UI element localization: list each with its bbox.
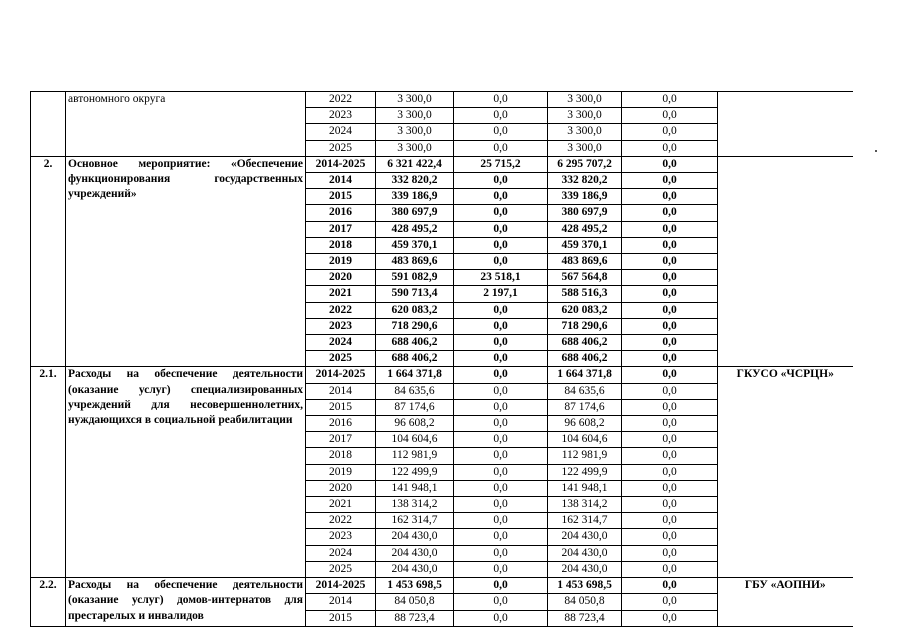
regional-cell: 112 981,9 [548,448,622,464]
other-cell: 0,0 [622,318,718,334]
regional-cell: 459 370,1 [548,237,622,253]
year-cell: 2017 [306,221,376,237]
executor-cell [718,156,853,367]
regional-cell: 428 495,2 [548,221,622,237]
federal-cell: 0,0 [454,480,548,496]
other-cell: 0,0 [622,432,718,448]
total-cell: 88 723,4 [376,610,454,626]
total-cell: 1 664 371,8 [376,367,454,383]
item-description: автономного округа [66,92,306,157]
item-description: Расходы на обеспечение деятельности (оказание услуг) специализированных учреждений для несовершеннолетних, нуждающихся в социальной реабилитации [66,367,306,578]
regional-cell: 1 664 371,8 [548,367,622,383]
total-cell: 339 186,9 [376,189,454,205]
regional-cell: 3 300,0 [548,92,622,108]
other-cell: 0,0 [622,286,718,302]
executor-cell [718,92,853,157]
executor-cell: ГКУСО «ЧСРЦН» [718,367,853,578]
year-cell: 2024 [306,545,376,561]
year-cell: 2025 [306,351,376,367]
federal-cell: 0,0 [454,351,548,367]
other-cell: 0,0 [622,205,718,221]
other-cell: 0,0 [622,594,718,610]
federal-cell: 0,0 [454,399,548,415]
total-cell: 3 300,0 [376,140,454,156]
year-cell: 2014-2025 [306,578,376,594]
federal-cell: 0,0 [454,189,548,205]
total-cell: 141 948,1 [376,480,454,496]
table-row [31,156,853,172]
federal-cell: 23 518,1 [454,270,548,286]
total-cell: 6 321 422,4 [376,156,454,172]
table-row [31,367,853,383]
item-index: 2.2. [31,578,66,627]
other-cell: 0,0 [622,529,718,545]
year-cell: 2016 [306,416,376,432]
federal-cell: 0,0 [454,529,548,545]
budget-table [30,91,853,627]
total-cell: 332 820,2 [376,173,454,189]
year-cell: 2022 [306,92,376,108]
total-cell: 483 869,6 [376,254,454,270]
regional-cell: 567 564,8 [548,270,622,286]
year-cell: 2025 [306,561,376,577]
other-cell: 0,0 [622,351,718,367]
federal-cell: 0,0 [454,237,548,253]
regional-cell: 620 083,2 [548,302,622,318]
other-cell: 0,0 [622,480,718,496]
regional-cell: 204 430,0 [548,529,622,545]
regional-cell: 87 174,6 [548,399,622,415]
federal-cell: 0,0 [454,335,548,351]
regional-cell: 332 820,2 [548,173,622,189]
other-cell: 0,0 [622,237,718,253]
year-cell: 2014-2025 [306,156,376,172]
federal-cell: 0,0 [454,545,548,561]
total-cell: 96 608,2 [376,416,454,432]
regional-cell: 84 635,6 [548,383,622,399]
federal-cell: 0,0 [454,221,548,237]
year-cell: 2024 [306,335,376,351]
table-row [31,578,853,594]
other-cell: 0,0 [622,497,718,513]
total-cell: 380 697,9 [376,205,454,221]
item-description: Расходы на обеспечение деятельности (оказание услуг) домов-интернатов для престарелых и инвалидов [66,578,306,627]
total-cell: 3 300,0 [376,108,454,124]
regional-cell: 3 300,0 [548,108,622,124]
federal-cell: 0,0 [454,432,548,448]
year-cell: 2024 [306,124,376,140]
total-cell: 138 314,2 [376,497,454,513]
total-cell: 204 430,0 [376,561,454,577]
federal-cell: 0,0 [454,561,548,577]
item-description: Основное мероприятие: «Обеспечение функционирования государственных учреждений» [66,156,306,367]
year-cell: 2014-2025 [306,367,376,383]
federal-cell: 0,0 [454,173,548,189]
year-cell: 2019 [306,254,376,270]
federal-cell: 0,0 [454,140,548,156]
total-cell: 718 290,6 [376,318,454,334]
total-cell: 590 713,4 [376,286,454,302]
other-cell: 0,0 [622,302,718,318]
total-cell: 688 406,2 [376,335,454,351]
other-cell: 0,0 [622,399,718,415]
year-cell: 2015 [306,399,376,415]
year-cell: 2023 [306,108,376,124]
total-cell: 84 635,6 [376,383,454,399]
federal-cell: 0,0 [454,416,548,432]
budget-table-body [31,92,853,627]
total-cell: 112 981,9 [376,448,454,464]
other-cell: 0,0 [622,448,718,464]
regional-cell: 339 186,9 [548,189,622,205]
regional-cell: 141 948,1 [548,480,622,496]
other-cell: 0,0 [622,270,718,286]
regional-cell: 380 697,9 [548,205,622,221]
year-cell: 2014 [306,173,376,189]
executor-cell: ГБУ «АОПНИ» [718,578,853,627]
regional-cell: 138 314,2 [548,497,622,513]
year-cell: 2020 [306,270,376,286]
year-cell: 2023 [306,529,376,545]
federal-cell: 0,0 [454,318,548,334]
other-cell: 0,0 [622,416,718,432]
year-cell: 2020 [306,480,376,496]
total-cell: 459 370,1 [376,237,454,253]
federal-cell: 0,0 [454,513,548,529]
year-cell: 2019 [306,464,376,480]
other-cell: 0,0 [622,254,718,270]
federal-cell: 0,0 [454,254,548,270]
year-cell: 2021 [306,497,376,513]
regional-cell: 718 290,6 [548,318,622,334]
total-cell: 122 499,9 [376,464,454,480]
other-cell: 0,0 [622,367,718,383]
item-index [31,92,66,157]
scan-mark [875,150,877,152]
total-cell: 87 174,6 [376,399,454,415]
other-cell: 0,0 [622,173,718,189]
federal-cell: 0,0 [454,92,548,108]
regional-cell: 3 300,0 [548,140,622,156]
other-cell: 0,0 [622,610,718,626]
federal-cell: 0,0 [454,594,548,610]
other-cell: 0,0 [622,140,718,156]
federal-cell: 0,0 [454,108,548,124]
other-cell: 0,0 [622,108,718,124]
other-cell: 0,0 [622,545,718,561]
other-cell: 0,0 [622,335,718,351]
regional-cell: 204 430,0 [548,545,622,561]
regional-cell: 162 314,7 [548,513,622,529]
federal-cell: 0,0 [454,367,548,383]
federal-cell: 0,0 [454,383,548,399]
other-cell: 0,0 [622,189,718,205]
year-cell: 2022 [306,513,376,529]
total-cell: 204 430,0 [376,545,454,561]
total-cell: 3 300,0 [376,92,454,108]
total-cell: 620 083,2 [376,302,454,318]
other-cell: 0,0 [622,464,718,480]
federal-cell: 0,0 [454,205,548,221]
total-cell: 1 453 698,5 [376,578,454,594]
year-cell: 2014 [306,594,376,610]
other-cell: 0,0 [622,221,718,237]
total-cell: 428 495,2 [376,221,454,237]
federal-cell: 0,0 [454,448,548,464]
year-cell: 2018 [306,237,376,253]
regional-cell: 204 430,0 [548,561,622,577]
regional-cell: 588 516,3 [548,286,622,302]
federal-cell: 0,0 [454,578,548,594]
year-cell: 2021 [306,286,376,302]
federal-cell: 0,0 [454,464,548,480]
federal-cell: 0,0 [454,610,548,626]
total-cell: 104 604,6 [376,432,454,448]
total-cell: 204 430,0 [376,529,454,545]
total-cell: 3 300,0 [376,124,454,140]
regional-cell: 104 604,6 [548,432,622,448]
year-cell: 2023 [306,318,376,334]
regional-cell: 84 050,8 [548,594,622,610]
regional-cell: 122 499,9 [548,464,622,480]
regional-cell: 1 453 698,5 [548,578,622,594]
item-index: 2.1. [31,367,66,578]
regional-cell: 96 608,2 [548,416,622,432]
year-cell: 2014 [306,383,376,399]
table-row [31,92,853,108]
year-cell: 2025 [306,140,376,156]
regional-cell: 483 869,6 [548,254,622,270]
year-cell: 2016 [306,205,376,221]
item-index: 2. [31,156,66,367]
year-cell: 2015 [306,189,376,205]
regional-cell: 688 406,2 [548,335,622,351]
regional-cell: 6 295 707,2 [548,156,622,172]
federal-cell: 0,0 [454,497,548,513]
other-cell: 0,0 [622,578,718,594]
other-cell: 0,0 [622,156,718,172]
regional-cell: 688 406,2 [548,351,622,367]
year-cell: 2022 [306,302,376,318]
year-cell: 2017 [306,432,376,448]
other-cell: 0,0 [622,92,718,108]
total-cell: 84 050,8 [376,594,454,610]
federal-cell: 0,0 [454,302,548,318]
other-cell: 0,0 [622,383,718,399]
regional-cell: 3 300,0 [548,124,622,140]
federal-cell: 25 715,2 [454,156,548,172]
federal-cell: 2 197,1 [454,286,548,302]
year-cell: 2015 [306,610,376,626]
total-cell: 591 082,9 [376,270,454,286]
other-cell: 0,0 [622,513,718,529]
other-cell: 0,0 [622,561,718,577]
other-cell: 0,0 [622,124,718,140]
federal-cell: 0,0 [454,124,548,140]
total-cell: 162 314,7 [376,513,454,529]
total-cell: 688 406,2 [376,351,454,367]
regional-cell: 88 723,4 [548,610,622,626]
year-cell: 2018 [306,448,376,464]
